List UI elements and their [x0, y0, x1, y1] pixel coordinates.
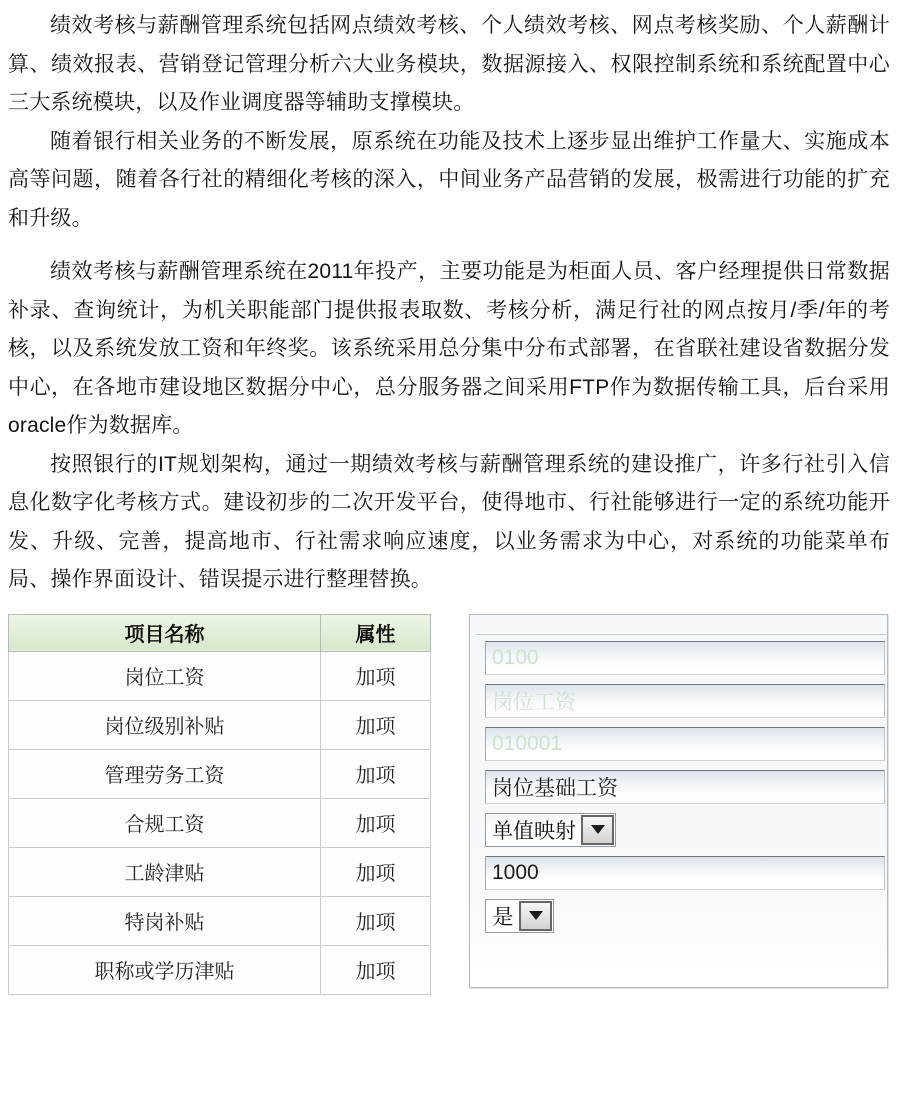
table-row: [9, 651, 431, 700]
mapping-type-value: 单值映射: [487, 815, 581, 845]
item-name-cell: 职称或学历津贴: [9, 945, 321, 994]
table-row: [9, 700, 431, 749]
table-row: [9, 847, 431, 896]
figures-row: [8, 614, 890, 995]
item-code-input[interactable]: [485, 727, 885, 761]
enabled-flag-select[interactable]: [485, 899, 554, 933]
item-detail-form-panel: [469, 614, 888, 988]
item-name-cell: 管理劳务工资: [9, 749, 321, 798]
paragraph-modules-overview: 绩效考核与薪酬管理系统包括网点绩效考核、个人绩效考核、网点考核奖励、个人薪酬计算、绩效报表、营销登记管理分析六大业务模块，数据源接入、权限控制系统和系统配置中心三大系统模块，以及作业调度器等辅助支撑模块。: [8, 14, 890, 114]
mapping-type-select[interactable]: [485, 813, 616, 847]
chevron-down-icon: [529, 911, 543, 920]
chevron-down-icon: [591, 825, 605, 834]
enabled-flag-value: 是: [487, 901, 519, 931]
parent-code-input[interactable]: [485, 641, 885, 675]
value-input[interactable]: [485, 856, 885, 890]
item-attr-cell: 加项: [321, 798, 431, 847]
item-name-cell: 特岗补贴: [9, 896, 321, 945]
item-name-cell: 岗位工资: [9, 651, 321, 700]
table-header-row: [9, 614, 431, 651]
item-attr-cell: 加项: [321, 945, 431, 994]
salary-items-table: [8, 614, 431, 995]
item-attr-cell: 加项: [321, 700, 431, 749]
table-row: [9, 798, 431, 847]
item-name-input[interactable]: [485, 770, 885, 804]
column-header-item-name: 项目名称: [9, 614, 321, 651]
item-attr-cell: 加项: [321, 651, 431, 700]
dropdown-button[interactable]: [519, 901, 552, 931]
table-row: [9, 945, 431, 994]
parent-name-input[interactable]: [485, 684, 885, 718]
item-attr-cell: 加项: [321, 847, 431, 896]
table-row: [9, 749, 431, 798]
table-row: [9, 896, 431, 945]
panel-top-divider: [476, 634, 887, 635]
paragraph-it-planning: 按照银行的IT规划架构，通过一期绩效考核与薪酬管理系统的建设推广，许多行社引入信息化数字化考核方式。建设初步的二次开发平台，使得地市、行社能够进行一定的系统功能开发、升级、完善，提高地市、行社需求响应速度，以业务需求为中心，对系统的功能菜单布局、操作界面设计、错误提示进行整理替换。: [8, 452, 890, 591]
form-fields-group: [485, 641, 885, 942]
item-name-cell: 合规工资: [9, 798, 321, 847]
paragraph-upgrade-need: 随着银行相关业务的不断发展，原系统在功能及技术上逐步显出维护工作量大、实施成本高等问题，随着各行社的精细化考核的深入，中间业务产品营销的发展，极需进行功能的扩充和升级。: [8, 129, 890, 230]
item-name-cell: 岗位级别补贴: [9, 700, 321, 749]
paragraph-system-history: 绩效考核与薪酬管理系统在2011年投产，主要功能是为柜面人员、客户经理提供日常数据补录、查询统计，为机关职能部门提供报表取数、考核分析，满足行社的网点按月/季/年的考核，以及系统发放工资和年终奖。该系统采用总分集中分布式部署，在省联社建设省数据分发中心，在各地市建设地区数据分中心，总分服务器之间采用FTP作为数据传输工具，后台采用oracle作为数据库。: [8, 260, 890, 437]
item-name-cell: 工龄津贴: [9, 847, 321, 896]
dropdown-button[interactable]: [581, 815, 614, 845]
item-attr-cell: 加项: [321, 749, 431, 798]
column-header-attribute: 属性: [321, 614, 431, 651]
item-attr-cell: 加项: [321, 896, 431, 945]
